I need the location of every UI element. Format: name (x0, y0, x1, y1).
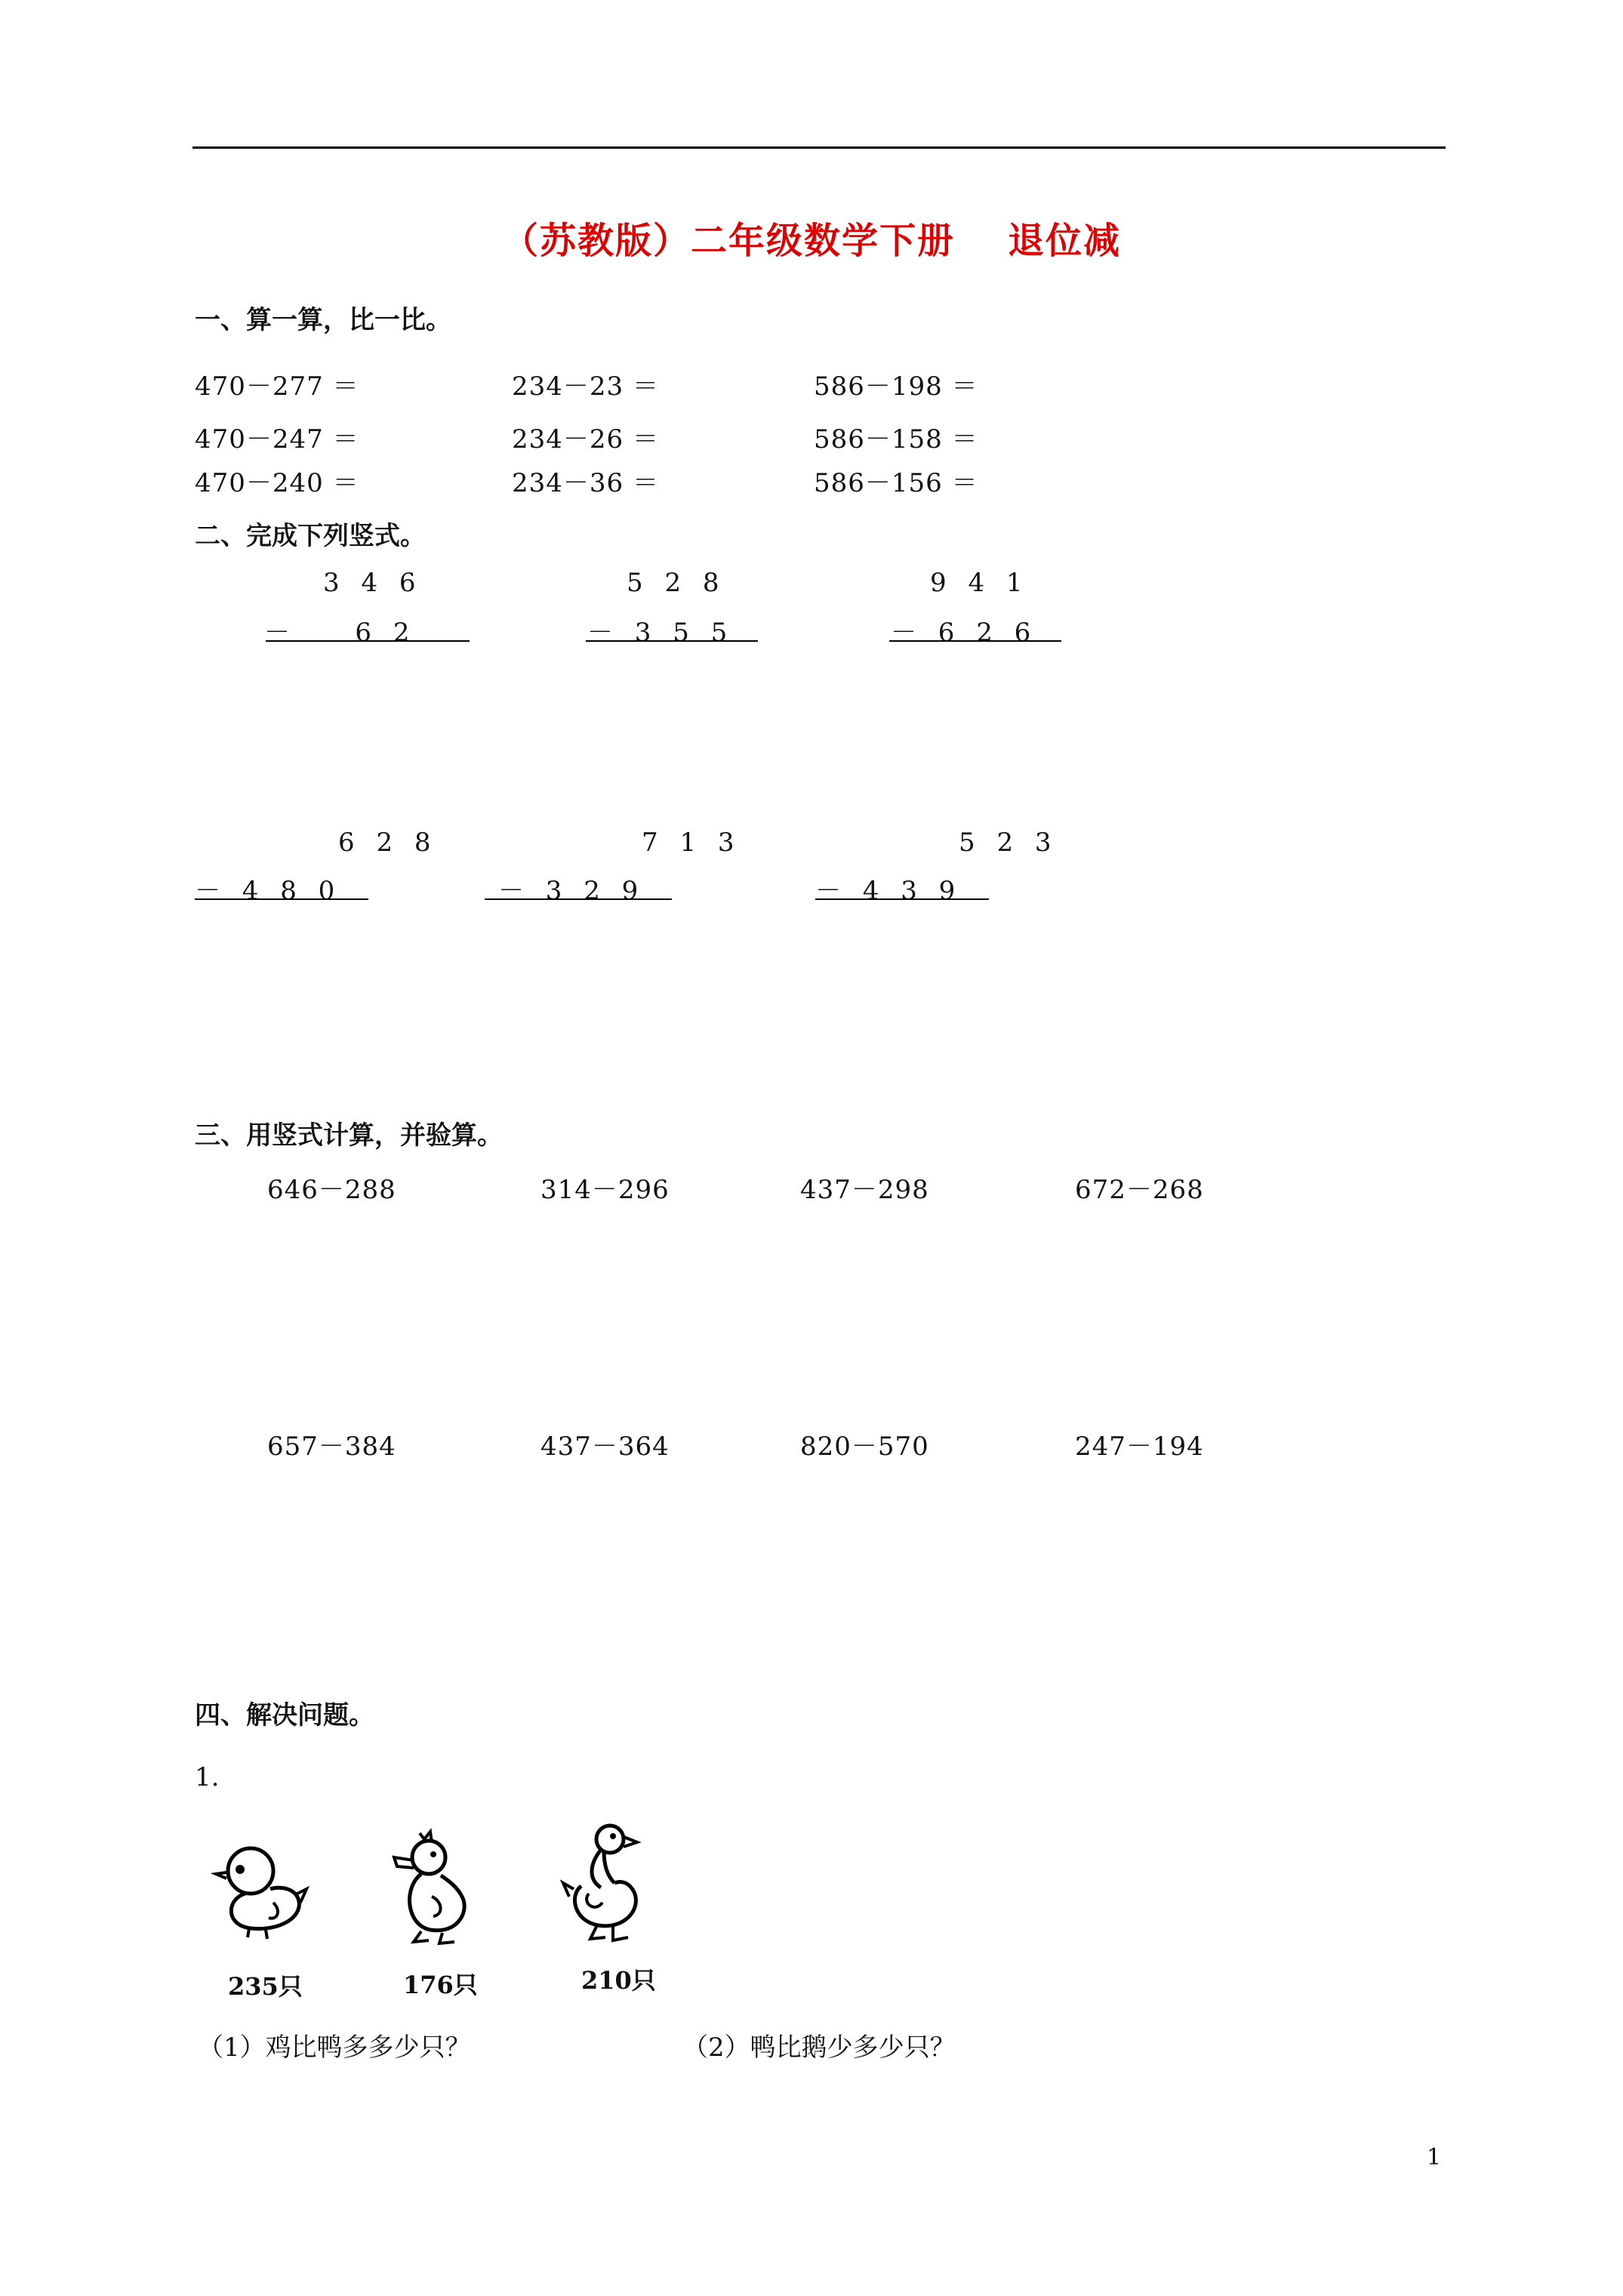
vertical-top: 5 2 3 (959, 827, 1052, 858)
equation: 470－240 ＝ (195, 468, 359, 498)
section4-heading: 四、解决问题。 (195, 1700, 374, 1730)
vertical-bottom: － 6 2 6 (891, 618, 1031, 648)
equation: 470－247 ＝ (195, 424, 359, 455)
answer-rule (889, 640, 1061, 642)
vertical-top: 5 2 8 (627, 568, 719, 598)
calc-problem: 314－296 (540, 1175, 670, 1205)
vertical-top: 9 4 1 (930, 568, 1023, 598)
question-1: （1）鸡比鸭多多少只？ (198, 2032, 471, 2063)
vertical-bottom: － 3 5 5 (587, 618, 728, 648)
vertical-top: 6 2 8 (338, 827, 431, 858)
calc-problem: 247－194 (1075, 1432, 1204, 1462)
header-rule (192, 146, 1446, 149)
vertical-top: 3 4 6 (323, 568, 416, 598)
equation: 234－23 ＝ (512, 371, 659, 402)
calc-problem: 437－298 (800, 1175, 929, 1205)
title-main: （苏教版）二年级数学下册 (501, 220, 955, 262)
calc-problem: 672－268 (1075, 1175, 1204, 1205)
calc-problem: 820－570 (800, 1432, 929, 1462)
page-number: 1 (1427, 2144, 1442, 2171)
section2-heading: 二、完成下列竖式。 (195, 521, 426, 551)
question-2: （2）鸭比鹅少多少只？ (682, 2032, 956, 2063)
equation: 586－156 ＝ (814, 468, 978, 498)
answer-rule (485, 898, 672, 900)
duck-count: 176只 (403, 1971, 478, 1999)
section3-heading: 三、用竖式计算，并验算。 (195, 1120, 503, 1151)
section1-heading: 一、算一算，比一比。 (195, 305, 451, 335)
equation: 234－36 ＝ (512, 468, 659, 498)
answer-rule (586, 640, 758, 642)
vertical-bottom: － 4 8 0 (195, 876, 335, 906)
equation: 586－158 ＝ (814, 424, 978, 455)
answer-rule (266, 640, 470, 642)
vertical-bottom: － 3 2 9 (498, 876, 639, 906)
equation: 234－26 ＝ (512, 424, 659, 455)
duck-icon (387, 1827, 477, 1948)
equation: 470－277 ＝ (195, 371, 359, 402)
title-sub: 退位减 (1008, 220, 1122, 262)
goose-icon (559, 1820, 649, 1948)
page-title (0, 211, 1623, 264)
answer-rule (815, 898, 989, 900)
vertical-top: 7 1 3 (642, 827, 735, 858)
vertical-bottom: － 4 3 9 (815, 876, 956, 906)
equation: 586－198 ＝ (814, 371, 978, 402)
item-number: 1. (195, 1762, 220, 1792)
goose-count: 210只 (581, 1966, 656, 1995)
vertical-bottom: － 6 2 (264, 618, 410, 648)
calc-problem: 657－384 (267, 1432, 396, 1462)
chick-count: 235只 (228, 1972, 303, 2001)
chick-icon (204, 1842, 317, 1940)
answer-rule (195, 898, 368, 900)
calc-problem: 646－288 (267, 1175, 396, 1205)
calc-problem: 437－364 (540, 1432, 670, 1462)
